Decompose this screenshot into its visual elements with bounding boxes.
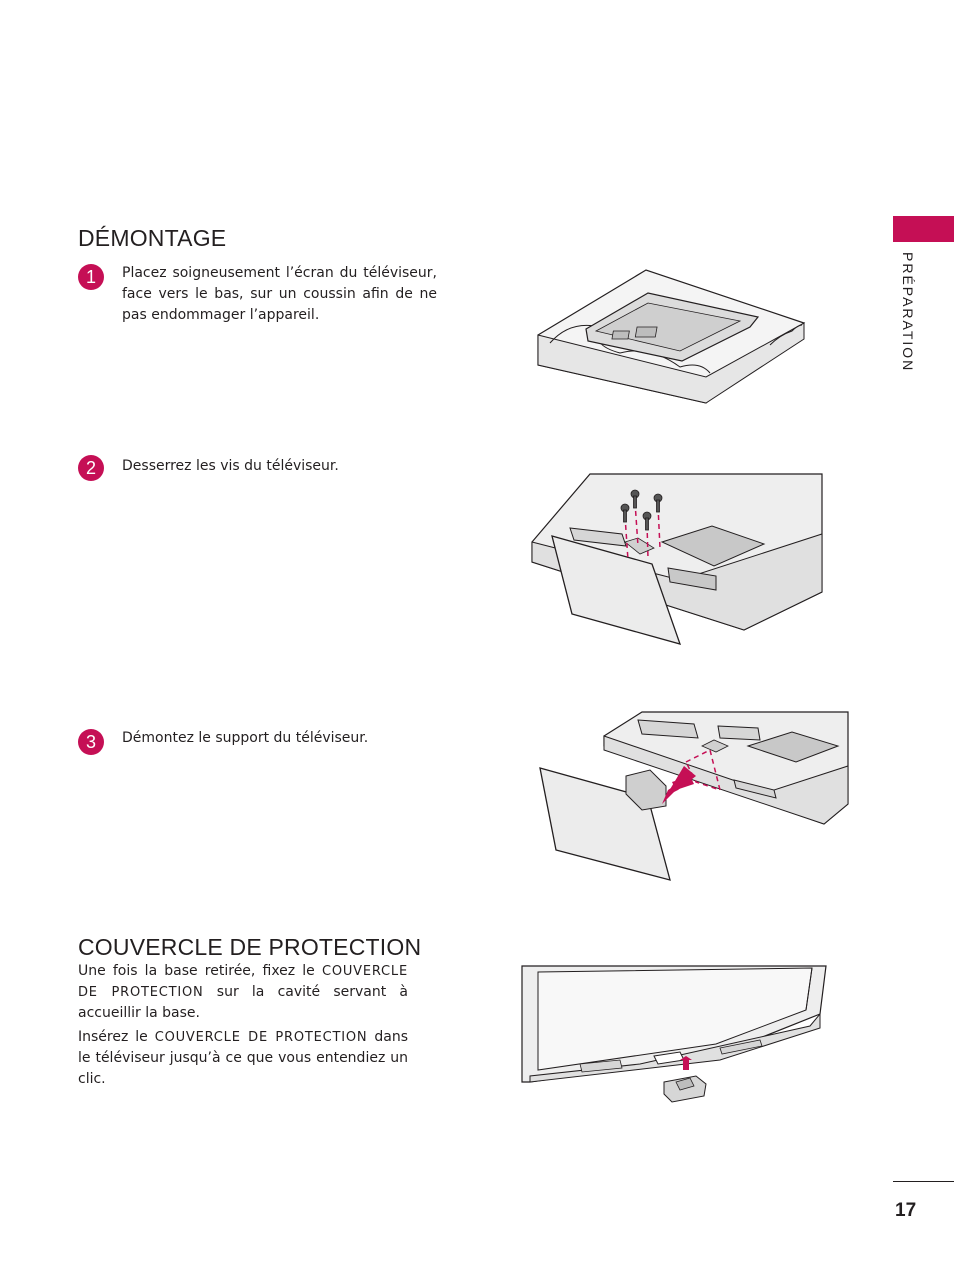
step-2-badge: 2 — [78, 455, 104, 481]
couvercle-p2-before: Insérez le — [78, 1029, 148, 1045]
couvercle-p2-after: dans le téléviseur jusqu’à ce que vous entendiez un clic. — [78, 1029, 409, 1087]
demontage-title: DÉMONTAGE — [78, 225, 227, 251]
couvercle-paragraph-2 — [78, 1027, 408, 1090]
couvercle-p2-term: COUVERCLE DE PROTECTION — [154, 1030, 368, 1045]
side-tab-label: PRÉPARATION — [900, 252, 916, 373]
couvercle-p1-term: COUVERCLE DE PROTECTION — [78, 964, 408, 1000]
tv-on-cushion-illustration — [530, 265, 810, 405]
couvercle-paragraph-1 — [78, 961, 408, 1024]
step-1-badge: 1 — [78, 264, 104, 290]
remove-stand-illustration — [538, 710, 850, 882]
step-1-text: Placez soigneusement l’écran du téléviseur, face vers le bas, sur un coussin afin de ne pas endommager l’appareil. — [122, 265, 437, 323]
couvercle-p1-before: Une fois la base retirée, fixez le — [78, 963, 315, 979]
couvercle-p1-after: sur la cavité servant à accueillir la base. — [78, 984, 408, 1021]
step-3-badge: 3 — [78, 729, 104, 755]
couvercle-title: COUVERCLE DE PROTECTION — [78, 934, 422, 960]
page-number: 17 — [895, 1200, 917, 1221]
page-rule — [893, 1181, 954, 1182]
protection-cover-illustration — [520, 964, 830, 1108]
side-tab-marker — [893, 216, 954, 242]
step-2-text: Desserrez les vis du téléviseur. — [122, 458, 339, 474]
loosen-screws-illustration — [530, 472, 822, 650]
step-3-text: Démontez le support du téléviseur. — [122, 730, 369, 746]
